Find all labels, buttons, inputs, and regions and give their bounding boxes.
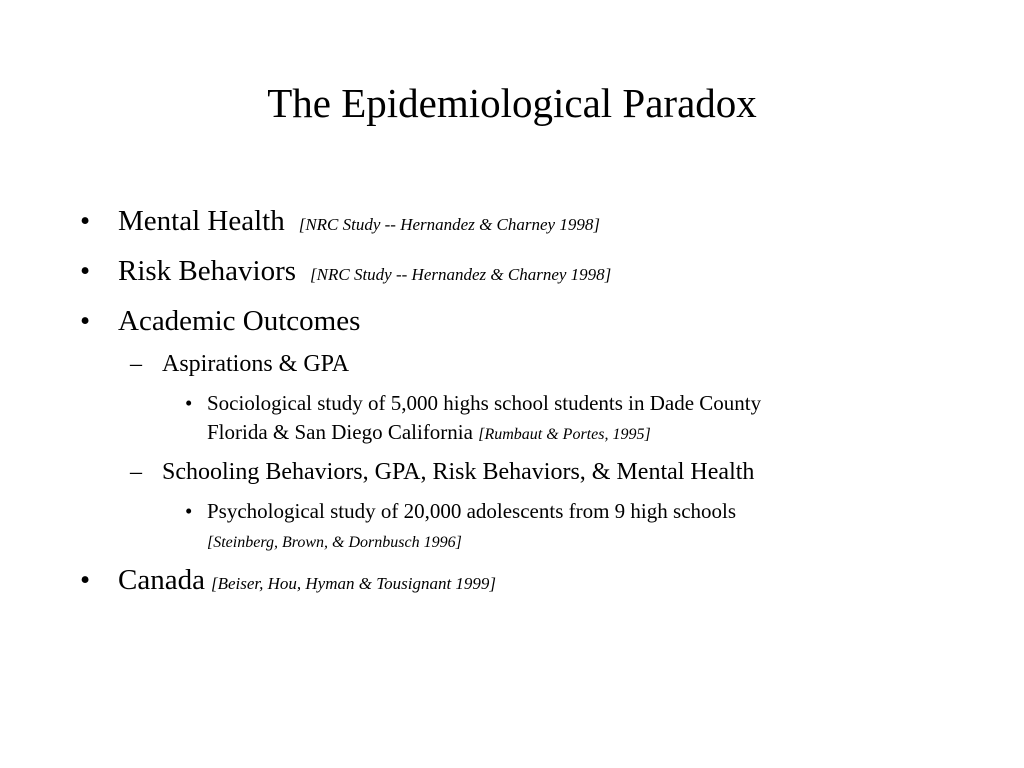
dash-marker: –: [130, 459, 142, 485]
citation: [NRC Study -- Hernandez & Charney 1998]: [310, 265, 612, 284]
bullet-academic-outcomes: [80, 304, 361, 338]
slide-title: The Epidemiological Paradox: [267, 80, 757, 126]
bullet-marker: •: [185, 391, 193, 415]
bullet-text: Canada: [118, 564, 205, 596]
subbullet-schooling-behaviors: [130, 458, 755, 486]
bullet-marker: •: [185, 499, 193, 523]
bullet-marker: •: [80, 564, 91, 596]
citation: [Beiser, Hou, Hyman & Tousignant 1999]: [210, 574, 497, 593]
subbullet-text: Aspirations & GPA: [162, 351, 350, 377]
bullet-text: Risk Behaviors: [118, 255, 297, 287]
subbullet-aspirations-gpa: [130, 350, 350, 378]
bullet-marker: •: [80, 255, 91, 287]
detail-text: Psychological study of 20,000 adolescents from 9 high schools: [207, 499, 737, 523]
citation: [Steinberg, Brown, & Dornbusch 1996]: [207, 534, 462, 551]
detail-text-cont: Florida & San Diego California: [207, 420, 479, 444]
citation: [NRC Study -- Hernandez & Charney 1998]: [298, 215, 600, 234]
bullet-risk-behaviors: [80, 254, 612, 292]
detail-text: Sociological study of 5,000 highs school students in Dade County: [207, 391, 762, 415]
subbullet-text: Schooling Behaviors, GPA, Risk Behaviors, & Mental Health: [162, 459, 755, 485]
dash-marker: –: [130, 351, 142, 377]
bullet-marker: •: [80, 205, 91, 237]
bullet-text: Mental Health: [118, 205, 285, 237]
bullet-mental-health: [80, 204, 600, 242]
citation: [Rumbaut & Portes, 1995]: [478, 426, 651, 443]
bullet-marker: •: [80, 305, 91, 337]
bullet-canada: [80, 563, 497, 601]
detail-sociological-study: [185, 389, 762, 449]
detail-psychological-study: [185, 497, 737, 557]
bullet-text: Academic Outcomes: [118, 305, 361, 337]
